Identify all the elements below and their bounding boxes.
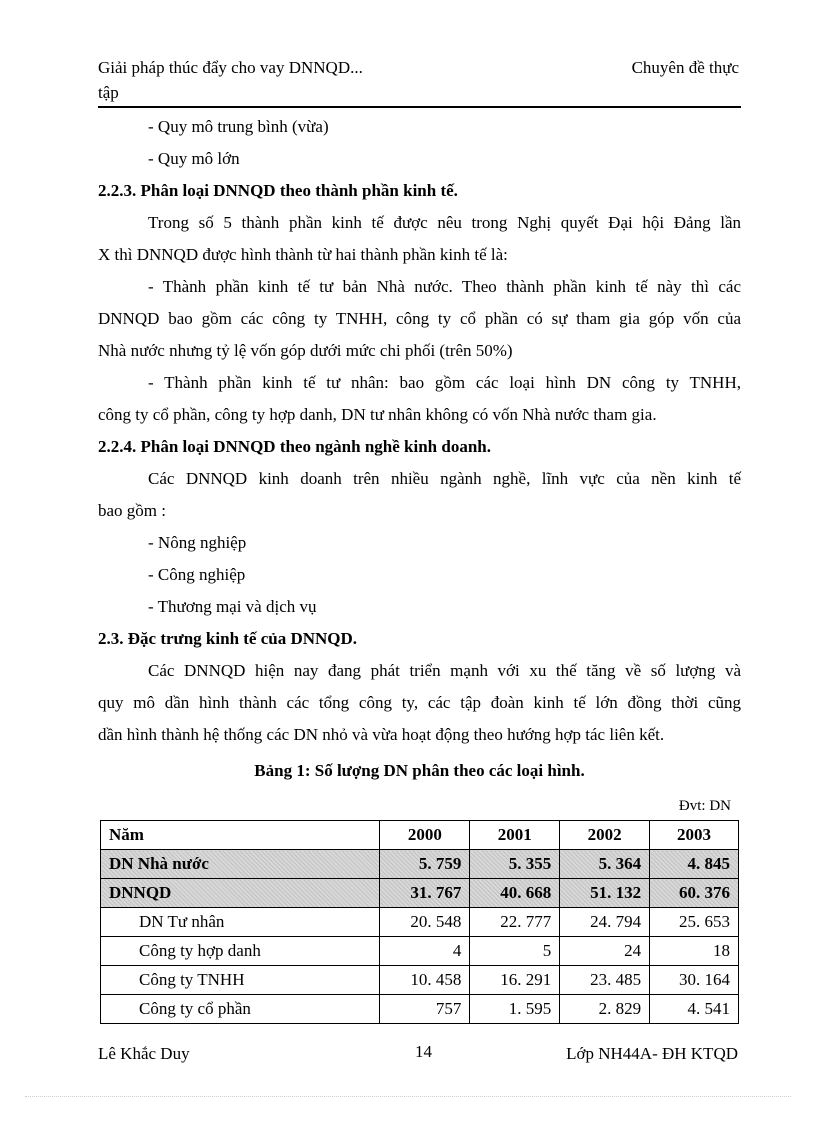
header-cell: 2001 (470, 821, 560, 850)
row-label: Công ty TNHH (101, 966, 380, 995)
table-cell: 10. 458 (380, 966, 470, 995)
table-cell: 757 (380, 995, 470, 1024)
row-label: Công ty cổ phần (101, 995, 380, 1024)
paragraph-line: bao gồm : (98, 501, 166, 520)
table-cell: 1. 595 (470, 995, 560, 1024)
table-cell: 51. 132 (560, 879, 650, 908)
table-caption: Bảng 1: Số lượng DN phân theo các loại hình. (254, 761, 585, 780)
table-cell: 22. 777 (470, 908, 560, 937)
table-cell: 5. 355 (470, 850, 560, 879)
table-cell: 25. 653 (650, 908, 739, 937)
table-cell: 20. 548 (380, 908, 470, 937)
paragraph-line: X thì DNNQD được hình thành từ hai thành phần kinh tế là: (98, 245, 508, 264)
paragraph-line: DNNQD bao gồm các công ty TNHH, công ty cổ phần có sự tham gia góp vốn của (98, 309, 741, 328)
paragraph-line: - Thành phần kinh tế tư nhân: bao gồm các loại hình DN công ty TNHH, (148, 373, 741, 392)
table-row (101, 879, 739, 908)
table-cell: 18 (650, 937, 739, 966)
header-cell: 2003 (650, 821, 739, 850)
header-cell: Năm (101, 821, 380, 850)
header-divider (98, 106, 741, 108)
table-cell: 60. 376 (650, 879, 739, 908)
table-cell: 30. 164 (650, 966, 739, 995)
paragraph-line: Các DNNQD kinh doanh trên nhiều ngành nghề, lĩnh vực của nền kinh tế (148, 469, 741, 488)
table-cell: 5 (470, 937, 560, 966)
table-unit: Đvt: DN (678, 798, 731, 814)
table-cell: 24. 794 (560, 908, 650, 937)
footer-author: Lê Khắc Duy (98, 1044, 190, 1063)
table-cell: 4. 845 (650, 850, 739, 879)
header-cell: 2002 (560, 821, 650, 850)
bullet-trade-services: - Thương mại và dịch vụ (148, 597, 317, 616)
table-cell: 4. 541 (650, 995, 739, 1024)
header-title-line: Giải pháp thúc đẩy cho vay DNNQD... (98, 58, 363, 77)
table-row (101, 937, 739, 966)
table-header-row (101, 821, 739, 850)
bullet-agriculture: - Nông nghiệp (148, 533, 247, 552)
running-header-type: Chuyên đề thực (631, 58, 739, 77)
page-number: 14 (415, 1042, 432, 1061)
table-row (101, 908, 739, 937)
paragraph-line: Nhà nước nhưng tỷ lệ vốn góp dưới mức chi phối (trên 50%) (98, 341, 513, 360)
paragraph-line: dần hình thành hệ thống các DN nhỏ và vừa hoạt động theo hướng hợp tác liên kết. (98, 725, 665, 744)
row-label: Công ty hợp danh (101, 937, 380, 966)
row-label: DNNQD (101, 879, 380, 908)
page-bottom-divider (25, 1096, 791, 1097)
table-row (101, 850, 739, 879)
header-cell: 2000 (380, 821, 470, 850)
bullet-medium-scale: - Quy mô trung bình (vừa) (148, 117, 329, 136)
page-body (98, 112, 741, 752)
section-heading-2-3: 2.3. Đặc trưng kinh tế của DNNQD. (98, 629, 358, 648)
table-cell: 5. 759 (380, 850, 470, 879)
paragraph-line: quy mô dần hình thành các tổng công ty, các tập đoàn kinh tế lớn đồng thời cũng (98, 693, 741, 712)
table-cell: 24 (560, 937, 650, 966)
enterprise-count-table (100, 820, 739, 1024)
paragraph-line: Trong số 5 thành phần kinh tế được nêu trong Nghị quyết Đại hội Đảng lần (148, 213, 741, 232)
paragraph-line: - Thành phần kinh tế tư bản Nhà nước. Theo thành phần kinh tế này thì các (148, 277, 741, 296)
table-cell: 40. 668 (470, 879, 560, 908)
table-cell: 16. 291 (470, 966, 560, 995)
header-title-wrap: tập (98, 83, 119, 102)
footer-class: Lớp NH44A- ĐH KTQD (566, 1044, 738, 1063)
table-cell: 2. 829 (560, 995, 650, 1024)
section-heading-2-2-4: 2.2.4. Phân loại DNNQD theo ngành nghề kinh doanh. (98, 437, 492, 456)
section-heading-2-2-3: 2.2.3. Phân loại DNNQD theo thành phần kinh tế. (98, 181, 458, 200)
bullet-large-scale: - Quy mô lớn (148, 149, 240, 168)
bullet-industry: - Công nghiệp (148, 565, 246, 584)
table-cell: 5. 364 (560, 850, 650, 879)
row-label: DN Tư nhân (101, 908, 380, 937)
table-row (101, 966, 739, 995)
table-cell: 4 (380, 937, 470, 966)
row-label: DN Nhà nước (101, 850, 380, 879)
paragraph-line: công ty cổ phần, công ty hợp danh, DN tư nhân không có vốn Nhà nước tham gia. (98, 405, 657, 424)
table-cell: 23. 485 (560, 966, 650, 995)
table-cell: 31. 767 (380, 879, 470, 908)
table-row (101, 995, 739, 1024)
paragraph-line: Các DNNQD hiện nay đang phát triển mạnh với xu thế tăng về số lượng và (148, 661, 741, 680)
